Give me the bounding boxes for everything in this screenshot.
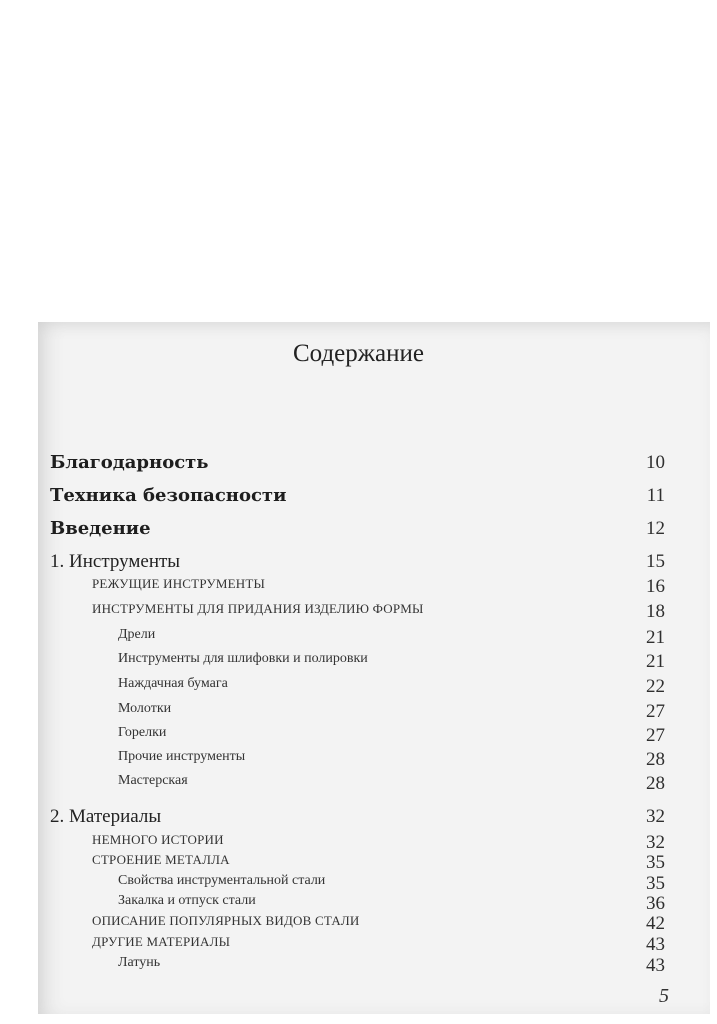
toc-entry-label: ОПИСАНИЕ ПОПУЛЯРНЫХ ВИДОВ СТАЛИ	[92, 913, 360, 928]
toc-entry-page: 35	[646, 873, 665, 894]
toc-subsection	[0, 701, 717, 725]
toc-entry-label: 1. Инструменты	[50, 551, 181, 572]
toc-subsection	[0, 749, 717, 773]
toc-chapter-materials	[0, 806, 717, 830]
toc-entry-page: 43	[646, 955, 665, 976]
toc-subsection	[0, 725, 717, 749]
toc-entry-page: 21	[646, 651, 665, 672]
toc-entry-page: 43	[646, 934, 665, 955]
toc-entry-introduction	[0, 518, 717, 542]
toc-entry-label: Мастерская	[118, 773, 188, 788]
toc-entry-label: Дрели	[118, 627, 156, 642]
toc-entry-label: Горелки	[118, 725, 167, 740]
page-number: 5	[659, 985, 669, 1007]
toc-entry-label: НЕМНОГО ИСТОРИИ	[92, 832, 224, 847]
toc-entry-page: 42	[646, 913, 665, 934]
toc-entry-page: 36	[646, 893, 665, 914]
toc-entry-label: Благодарность	[50, 452, 209, 473]
toc-entry-page: 28	[646, 773, 665, 794]
toc-entry-label: Инструменты для шлифовки и полировки	[118, 651, 368, 666]
toc-entry-page: 15	[646, 551, 665, 572]
toc-subsection	[0, 773, 717, 797]
toc-entry-page: 27	[646, 701, 665, 722]
toc-entry-page: 16	[646, 576, 665, 597]
toc-entry-label: Прочие инструменты	[118, 749, 246, 764]
toc-entry-page: 11	[646, 485, 665, 506]
page-title: Содержание	[293, 340, 424, 367]
toc-entry-page: 22	[646, 676, 665, 697]
toc-entry-safety	[0, 485, 717, 509]
toc-section	[0, 601, 717, 625]
toc-subsection	[0, 651, 717, 675]
toc-entry-label: ИНСТРУМЕНТЫ ДЛЯ ПРИДАНИЯ ИЗДЕЛИЮ ФОРМЫ	[92, 601, 424, 616]
toc-subsection	[0, 955, 717, 979]
toc-entry-label: ДРУГИЕ МАТЕРИАЛЫ	[92, 934, 231, 949]
toc-entry-acknowledgements	[0, 452, 717, 476]
toc-entry-label: Закалка и отпуск стали	[118, 893, 256, 908]
toc-entry-page: 21	[646, 627, 665, 648]
toc-entry-label: Введение	[50, 518, 151, 539]
toc-entry-label: Свойства инструментальной стали	[118, 873, 326, 888]
toc-entry-label: Латунь	[118, 955, 161, 970]
toc-subsection	[0, 676, 717, 700]
toc-entry-label: Наждачная бумага	[118, 676, 228, 691]
toc-entry-label: СТРОЕНИЕ МЕТАЛЛА	[92, 852, 230, 867]
toc-entry-label: Молотки	[118, 701, 172, 716]
toc-entry-page: 18	[646, 601, 665, 622]
toc-entry-page: 32	[646, 832, 665, 853]
toc-subsection	[0, 627, 717, 651]
toc-entry-page: 28	[646, 749, 665, 770]
toc-entry-page: 10	[646, 452, 665, 473]
toc-entry-page: 27	[646, 725, 665, 746]
toc-section	[0, 576, 717, 600]
toc-entry-label: Техника безопасности	[50, 485, 287, 506]
toc-entry-label: 2. Материалы	[50, 806, 162, 827]
toc-entry-page: 12	[646, 518, 665, 539]
toc-chapter-tools	[0, 551, 717, 575]
toc-entry-page: 32	[646, 806, 665, 827]
toc-entry-label: РЕЖУЩИЕ ИНСТРУМЕНТЫ	[92, 576, 265, 591]
toc-entry-page: 35	[646, 852, 665, 873]
